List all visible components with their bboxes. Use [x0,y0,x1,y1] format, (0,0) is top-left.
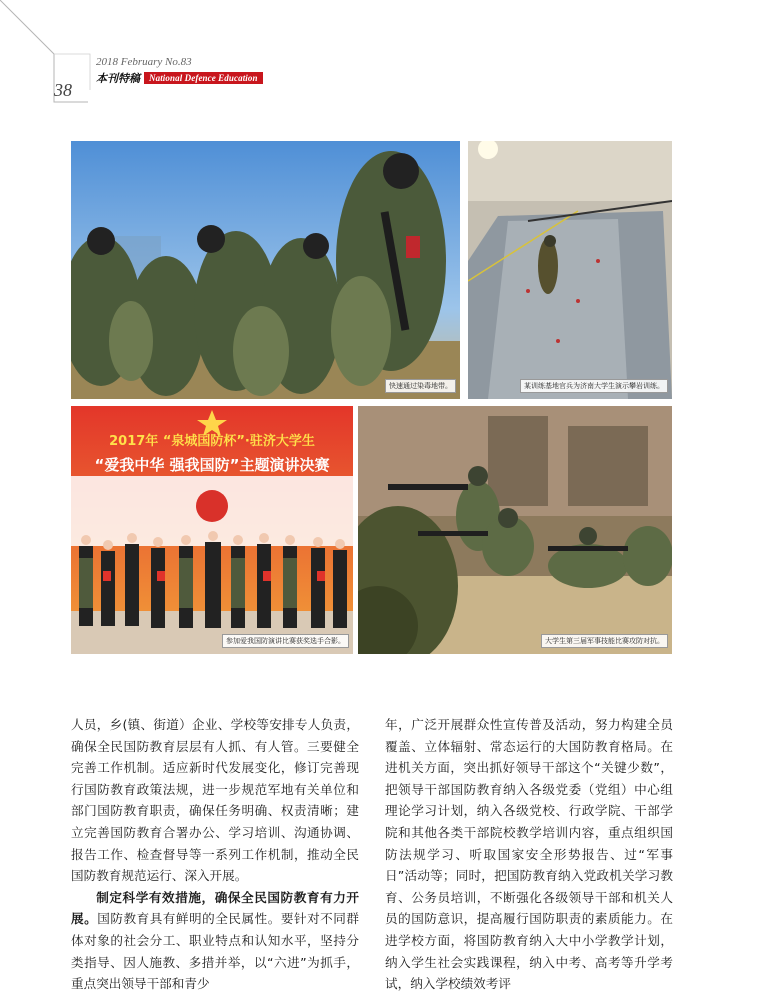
section-heading: 制定科学有效措施，确保全民国防教育有力开展。 [71,889,359,927]
column-title-en: National Defence Education [144,72,263,84]
banner-line-2: “爱我中华 强我国防”主题演讲决赛 [94,456,330,474]
photo-climbing-wall [468,141,672,399]
body-paragraph: 人员，乡(镇、街道）企业、学校等安排专人负责，确保全民国防教育层层有人抓、有人管。三要健全完善工作机制。适应新时代发展变化，修订完善现行国防教育政策法规，进一步规范军地有关单位和部门国防教育职责，确保任务明确、权责清晰；建立完善国防教育合署办公、学习培训、沟通协调、报告工作、检查督导等一系列工作机制，推动全民国防教育规范运行、深入开展。 [71,717,359,884]
photo-speech-contest [71,406,353,654]
photo-caption: 参加爱我国防演讲比赛获奖选手合影。 [222,634,349,648]
column-header [96,70,263,86]
column-title-cn: 本刊特稿 [96,72,140,85]
body-column-right [385,714,673,995]
body-paragraph: 年，广泛开展群众性宣传普及活动，努力构建全员覆盖、立体辐射、常态运行的大国防教育格局。在进机关方面，突出抓好领导干部这个“关键少数”，把领导干部国防教育纳入各级党委（党组）中心组理论学习计划，纳入各级党校、行政学院、干部学院和其他各类干部院校教学培训内容，重点组织国防法规学习、听取国家安全形势报告、过“军事日”活动等；同时，把国防教育纳入党政机关学习教育、公务员培训，不断强化各级领导干部和机关人员的国防意识，提高履行国防职责的素质能力。在进学校方面，将国防教育纳入大中小学教学计划，纳入学生社会实践课程，纳入中考、高考等升学考试，纳入学校绩效考评 [385,717,673,992]
issue-label: 2018 February No.83 [96,56,192,68]
photo-caption: 大学生第三届军事技能比赛攻防对抗。 [541,634,668,648]
body-column-left [71,714,359,995]
photo-military-skills [358,406,672,654]
photo-caption: 快速通过染毒地带。 [385,379,456,393]
banner-line-1: 2017年 “泉城国防杯”·驻济大学生 [109,434,315,449]
photo-caption: 某训练基地官兵为济南大学生演示攀岩训练。 [520,379,668,393]
page-number: 38 [54,80,72,100]
photo-gas-mask-soldiers [71,141,460,399]
body-paragraph: 制定科学有效措施，确保全民国防教育有力开展。国防教育具有鲜明的全民属性。要针对不同群体对象的社会分工、职业特点和认知水平，坚持分类指导、因人施教、多措并举，以“六进”为抓手，重点突出领导干部和青少 [71,889,360,992]
